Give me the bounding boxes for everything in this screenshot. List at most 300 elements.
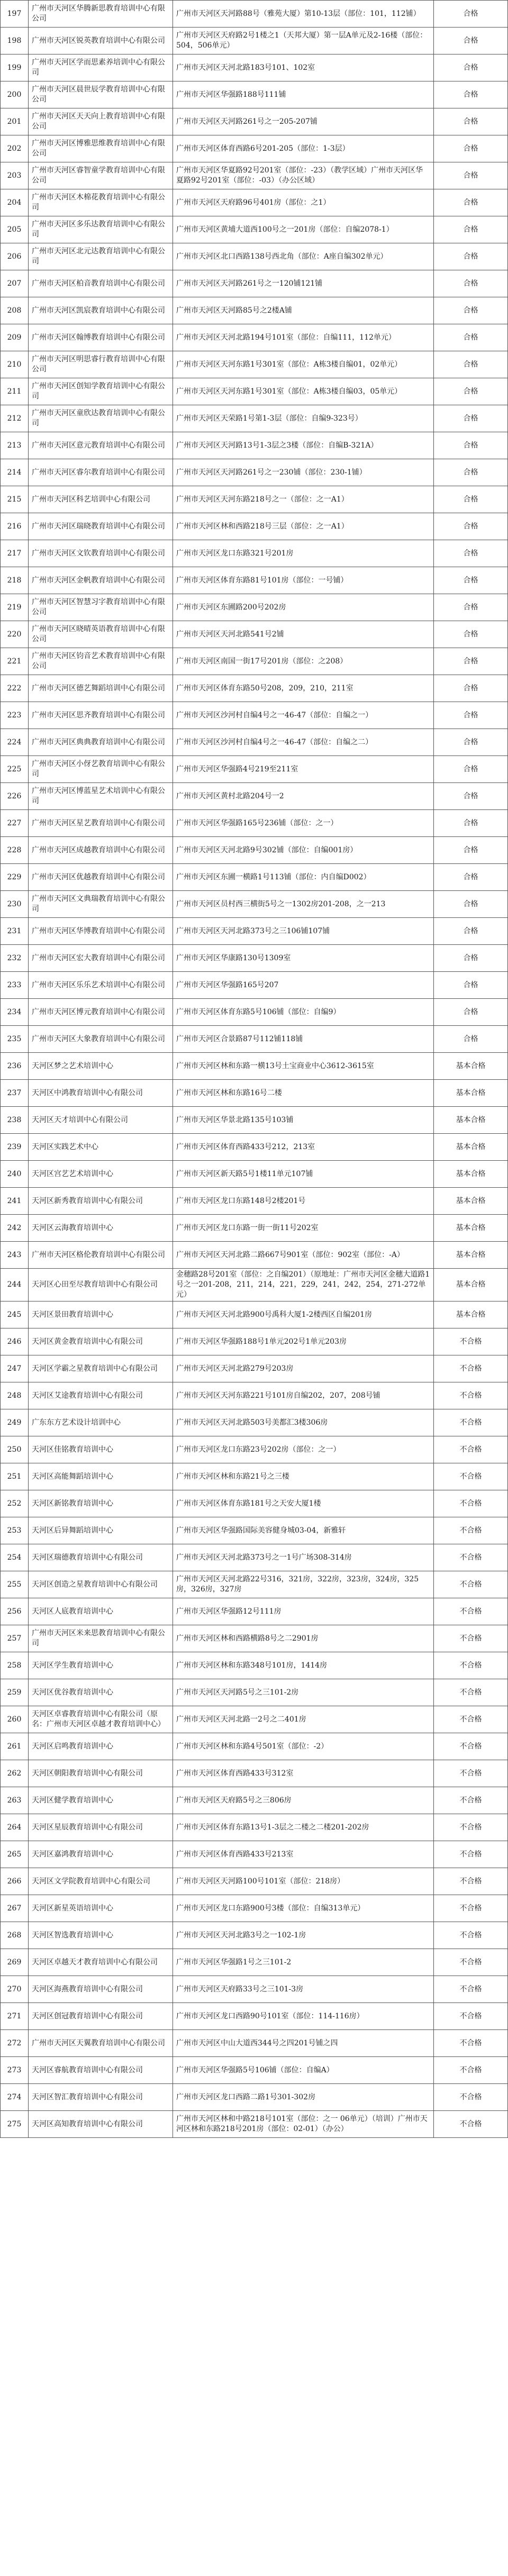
table-row [1, 1053, 508, 1080]
result-cell: 不合格 [434, 1517, 508, 1544]
result-cell: 不合格 [434, 1598, 508, 1625]
table-row [1, 1215, 508, 1242]
organization-name-cell: 广州市天河区格伦教育培训中心有限公司 [29, 1242, 173, 1269]
organization-name-cell: 广州市天河区博蓝星艺术培训中心有限公司 [29, 783, 173, 810]
row-number-cell: 254 [1, 1544, 29, 1571]
table-row [1, 891, 508, 918]
row-number-cell: 264 [1, 1814, 29, 1841]
organization-name-cell: 天河区佳铭教育培训中心 [29, 1436, 173, 1463]
row-number-cell: 246 [1, 1328, 29, 1355]
organization-name-cell: 天河区天才培训中心有限公司 [29, 1107, 173, 1134]
organization-name-cell: 广州市天河区北元达教育培训中心有限公司 [29, 243, 173, 270]
result-cell: 合格 [434, 486, 508, 513]
table-row [1, 486, 508, 513]
organization-name-cell: 广州市天河区木棉花教育培训中心有限公司 [29, 189, 173, 216]
result-cell: 不合格 [434, 1679, 508, 1706]
address-cell: 广州市天河区天河路261号之一205-207铺 [173, 108, 434, 135]
row-number-cell: 199 [1, 54, 29, 81]
address-cell: 广州市天河区林和中路218号101室（部位：之一 06单元）（培训）广州市天河区林和东路218号201房（部位：02-01）（办公） [173, 2111, 434, 2138]
organization-name-cell: 广州市天河区瑞晓教育培训中心有限公司 [29, 513, 173, 540]
result-cell: 合格 [434, 162, 508, 189]
result-cell: 合格 [434, 999, 508, 1026]
table-row [1, 351, 508, 378]
row-number-cell: 266 [1, 1868, 29, 1895]
result-cell: 不合格 [434, 2111, 508, 2138]
result-cell: 不合格 [434, 1733, 508, 1760]
address-cell: 广州市天河区华强路188号1单元202号1单元203房 [173, 1328, 434, 1355]
result-cell: 合格 [434, 729, 508, 756]
table-row [1, 1080, 508, 1107]
row-number-cell: 241 [1, 1188, 29, 1215]
row-number-cell: 244 [1, 1269, 29, 1301]
result-cell: 不合格 [434, 1409, 508, 1436]
organization-name-cell: 广州市天河区童欣达教育培训中心有限公司 [29, 405, 173, 432]
organization-name-cell: 天河区梦之艺术培训中心 [29, 1053, 173, 1080]
address-cell: 广州市天河区华强路188号111铺 [173, 81, 434, 108]
result-cell: 不合格 [434, 1436, 508, 1463]
table-row [1, 513, 508, 540]
organization-name-cell: 广州市天河区晓晴英语教育培训中心有限公司 [29, 621, 173, 648]
table-row [1, 1269, 508, 1301]
address-cell: 广州市天河区北口西路138号西北角（部位：A座自编302单元） [173, 243, 434, 270]
row-number-cell: 236 [1, 1053, 29, 1080]
organization-name-cell: 天河区健学教育培训中心 [29, 1787, 173, 1814]
row-number-cell: 239 [1, 1134, 29, 1161]
address-cell: 广州市天河区天府路2号1楼之1（天邦大厦）第一层A单元及2-16楼（部位：504，506单元） [173, 28, 434, 54]
address-cell: 广州市天河区天河北路541号2铺 [173, 621, 434, 648]
table-row [1, 540, 508, 567]
organization-name-cell: 广州市天河区天天向上教育培训中心有限公司 [29, 108, 173, 135]
result-cell: 合格 [434, 891, 508, 918]
row-number-cell: 268 [1, 1922, 29, 1949]
result-cell: 基本合格 [434, 1269, 508, 1301]
row-number-cell: 214 [1, 459, 29, 486]
row-number-cell: 228 [1, 837, 29, 864]
address-cell: 广州市天河区天河东路1号301室（部位：A栋3楼自编03，05单元） [173, 378, 434, 405]
result-cell: 合格 [434, 297, 508, 324]
result-cell: 不合格 [434, 2057, 508, 2084]
result-cell: 不合格 [434, 1625, 508, 1652]
result-cell: 合格 [434, 28, 508, 54]
row-number-cell: 265 [1, 1841, 29, 1868]
organization-name-cell: 天河区创造之星教育培训中心有限公司 [29, 1571, 173, 1598]
table-row [1, 1625, 508, 1652]
address-cell: 广州市天河区体育东路181号之天安大厦1楼 [173, 1490, 434, 1517]
row-number-cell: 271 [1, 2003, 29, 2030]
table-row [1, 1841, 508, 1868]
organization-name-cell: 天河区睿航教育培训中心有限公司 [29, 2057, 173, 2084]
row-number-cell: 207 [1, 270, 29, 297]
address-cell: 广州市天河区体育东路50号208，209，210，211室 [173, 675, 434, 702]
address-cell: 广州市天河区天河北路22号316，321房，322房，323房，324房，325房，326房，327房 [173, 1571, 434, 1598]
organization-name-cell: 广州市天河区星艺教育培训中心有限公司 [29, 810, 173, 837]
organization-name-cell: 广州市天河区宏大教育培训中心有限公司 [29, 945, 173, 972]
organization-name-cell: 天河区嘉鸿教育培训中心 [29, 1841, 173, 1868]
address-cell: 广州市天河区天河东路1号301室（部位：A栋3楼自编01，02单元） [173, 351, 434, 378]
result-cell: 合格 [434, 783, 508, 810]
table-row [1, 28, 508, 54]
row-number-cell: 198 [1, 28, 29, 54]
row-number-cell: 220 [1, 621, 29, 648]
table-row [1, 162, 508, 189]
address-cell: 广州市天河区天河北路3号之一102-1房 [173, 1922, 434, 1949]
table-row [1, 756, 508, 783]
table-row [1, 1490, 508, 1517]
row-number-cell: 237 [1, 1080, 29, 1107]
table-row [1, 243, 508, 270]
address-cell: 广州市天河区龙口东路148号2楼201号 [173, 1188, 434, 1215]
result-cell: 基本合格 [434, 1080, 508, 1107]
table-row [1, 1301, 508, 1328]
organization-name-cell: 广州市天河区米来思教育培训中心有限公司 [29, 1625, 173, 1652]
address-cell: 广州市天河区天河路100号101室（部位：218房） [173, 1868, 434, 1895]
table-row [1, 1652, 508, 1679]
organization-name-cell: 天河区卓越天才教育培训中心有限公司 [29, 1949, 173, 1976]
table-row [1, 1188, 508, 1215]
row-number-cell: 218 [1, 567, 29, 594]
address-cell: 广州市天河区天河北路373号之一1号广场308-314房 [173, 1544, 434, 1571]
organization-name-cell: 天河区朝阳教育培训中心有限公司 [29, 1760, 173, 1787]
row-number-cell: 197 [1, 1, 29, 28]
table-row [1, 1328, 508, 1355]
table-row [1, 81, 508, 108]
table-row [1, 1976, 508, 2003]
table-row [1, 1355, 508, 1382]
organization-name-cell: 天河区后异舞蹈培训中心 [29, 1517, 173, 1544]
row-number-cell: 262 [1, 1760, 29, 1787]
row-number-cell: 211 [1, 378, 29, 405]
result-cell: 不合格 [434, 2030, 508, 2057]
organization-name-cell: 广州市天河区德艺舞蹈培训中心有限公司 [29, 675, 173, 702]
row-number-cell: 205 [1, 216, 29, 243]
address-cell: 广州市天河区龙口东路900号3楼（部位：自编313单元） [173, 1895, 434, 1922]
organization-name-cell: 天河区启鸣教育培训中心 [29, 1733, 173, 1760]
organization-name-cell: 广州市天河区博雅思维教育培训中心有限公司 [29, 135, 173, 162]
organization-name-cell: 广州市天河区典典教育培训中心有限公司 [29, 729, 173, 756]
organization-name-cell: 天河区瑞德教育培训中心有限公司 [29, 1544, 173, 1571]
table-row [1, 2057, 508, 2084]
table-row [1, 135, 508, 162]
table-row [1, 297, 508, 324]
row-number-cell: 209 [1, 324, 29, 351]
address-cell: 广州市天河区林和西路横路8号之二2901房 [173, 1625, 434, 1652]
organization-name-cell: 天河区卓睿教育培训中心有限公司（原名：广州市天河区卓越才教育培训中心） [29, 1706, 173, 1733]
organization-name-cell: 广州市天河区华博教育培训中心有限公司 [29, 918, 173, 945]
result-cell: 合格 [434, 675, 508, 702]
result-cell: 合格 [434, 864, 508, 891]
organization-name-cell: 广州市天河区意元教育培训中心有限公司 [29, 432, 173, 459]
address-cell: 广州市天河区体育西路6号201-205（部位：1-3层） [173, 135, 434, 162]
organization-name-cell: 广州市天河区成越教育培训中心有限公司 [29, 837, 173, 864]
row-number-cell: 261 [1, 1733, 29, 1760]
organization-name-cell: 广州市天河区天翼教育培训中心有限公司 [29, 2030, 173, 2057]
table-row [1, 459, 508, 486]
row-number-cell: 226 [1, 783, 29, 810]
result-cell: 不合格 [434, 1787, 508, 1814]
row-number-cell: 229 [1, 864, 29, 891]
address-cell: 广州市天河区天河北路194号101室（部位：自编111，112单元） [173, 324, 434, 351]
table-row [1, 1107, 508, 1134]
address-cell: 广州市天河区天河路13号1-3层之3楼（部位：自编B-321A） [173, 432, 434, 459]
table-row [1, 594, 508, 621]
result-cell: 合格 [434, 945, 508, 972]
address-cell: 广州市天河区林和东路一横13号土宝商业中心3612-3615室 [173, 1053, 434, 1080]
address-cell: 广州市天河区龙口东路23号202房（部位：之一） [173, 1436, 434, 1463]
result-cell: 合格 [434, 243, 508, 270]
address-cell: 广州市天河区合景路87号112铺118铺 [173, 1026, 434, 1053]
table-row [1, 1706, 508, 1733]
row-number-cell: 206 [1, 243, 29, 270]
organization-name-cell: 广东东方艺术设计培训中心 [29, 1409, 173, 1436]
address-cell: 广州市天河区东圃路200号202房 [173, 594, 434, 621]
organization-name-cell: 广州市天河区翰博教育培训中心有限公司 [29, 324, 173, 351]
result-cell: 不合格 [434, 1868, 508, 1895]
organization-name-cell: 广州市天河区智慧习字教育培训中心有限公司 [29, 594, 173, 621]
address-cell: 广州市天河区华强路12号111房 [173, 1598, 434, 1625]
address-cell: 广州市天河区华夏路92号201室（部位：-23）（教学区域）广州市天河区华夏路92号201室（部位：-03）（办公区域） [173, 162, 434, 189]
row-number-cell: 274 [1, 2084, 29, 2111]
table-row [1, 1382, 508, 1409]
row-number-cell: 248 [1, 1382, 29, 1409]
result-cell: 合格 [434, 54, 508, 81]
table-row [1, 54, 508, 81]
table-row [1, 432, 508, 459]
row-number-cell: 242 [1, 1215, 29, 1242]
organization-name-cell: 广州市天河区科艺培训中心有限公司 [29, 486, 173, 513]
address-cell: 广州市天河区中山大道西344号之四201号铺之四 [173, 2030, 434, 2057]
address-cell: 广州市天河区体育西路433号312室 [173, 1760, 434, 1787]
table-row [1, 783, 508, 810]
result-cell: 不合格 [434, 1814, 508, 1841]
organization-name-cell: 天河区中鸿教育培训中心有限公司 [29, 1080, 173, 1107]
row-number-cell: 231 [1, 918, 29, 945]
row-number-cell: 232 [1, 945, 29, 972]
table-row [1, 108, 508, 135]
result-cell: 合格 [434, 837, 508, 864]
address-cell: 广州市天河区体育东路13号1-3层之二楼之二楼201-202房 [173, 1814, 434, 1841]
row-number-cell: 256 [1, 1598, 29, 1625]
row-number-cell: 217 [1, 540, 29, 567]
row-number-cell: 223 [1, 702, 29, 729]
result-cell: 合格 [434, 1026, 508, 1053]
address-cell: 广州市天河区天河北路一2号之二401房 [173, 1706, 434, 1733]
organization-name-cell: 天河区高能舞蹈培训中心 [29, 1463, 173, 1490]
row-number-cell: 203 [1, 162, 29, 189]
table-row [1, 1026, 508, 1053]
table-row [1, 567, 508, 594]
table-row [1, 1922, 508, 1949]
organization-name-cell: 广州市天河区博元教育培训中心有限公司 [29, 999, 173, 1026]
organization-name-cell: 广州市天河区文典瑞教育培训中心有限公司 [29, 891, 173, 918]
organization-name-cell: 天河区云海教育培训中心 [29, 1215, 173, 1242]
result-cell: 不合格 [434, 1571, 508, 1598]
table-row [1, 1571, 508, 1598]
address-cell: 广州市天河区天河北路503号美都汇3楼306房 [173, 1409, 434, 1436]
table-row [1, 1868, 508, 1895]
address-cell: 金穗路28号201室（部位：之自编201）（原地址：广州市天河区金穗大道路1号之一201-208，211，214，221，229，241，242，254，271-272单元） [173, 1269, 434, 1301]
address-cell: 广州市天河区天河东路221号101房自编202，207，208号铺 [173, 1382, 434, 1409]
organization-name-cell: 天河区学生教育培训中心 [29, 1652, 173, 1679]
organization-name-cell: 天河区海燕教育培训中心有限公司 [29, 1976, 173, 2003]
address-cell: 广州市天河区体育西路433号213室 [173, 1841, 434, 1868]
table-row [1, 1161, 508, 1188]
table-row [1, 1814, 508, 1841]
result-cell: 合格 [434, 702, 508, 729]
address-cell: 广州市天河区龙口东路321号201房 [173, 540, 434, 567]
address-cell: 广州市天河区新天路5号1楼11单元107铺 [173, 1161, 434, 1188]
address-cell: 广州市天河区华康路130号1309室 [173, 945, 434, 972]
result-cell: 不合格 [434, 1706, 508, 1733]
result-cell: 基本合格 [434, 1301, 508, 1328]
result-cell: 不合格 [434, 1355, 508, 1382]
result-cell: 合格 [434, 459, 508, 486]
result-cell: 不合格 [434, 1922, 508, 1949]
table-row [1, 864, 508, 891]
result-cell: 基本合格 [434, 1242, 508, 1269]
row-number-cell: 200 [1, 81, 29, 108]
table-row [1, 1544, 508, 1571]
organization-name-cell: 天河区创冠教育培训中心有限公司 [29, 2003, 173, 2030]
result-cell: 合格 [434, 108, 508, 135]
row-number-cell: 222 [1, 675, 29, 702]
table-row [1, 999, 508, 1026]
result-cell: 基本合格 [434, 1215, 508, 1242]
row-number-cell: 245 [1, 1301, 29, 1328]
address-cell: 广州市天河区沙河村自编4号之一46-47（部位：自编之一） [173, 702, 434, 729]
result-cell: 合格 [434, 432, 508, 459]
result-cell: 合格 [434, 567, 508, 594]
table-row [1, 1949, 508, 1976]
table-row [1, 324, 508, 351]
organization-name-cell: 广州市天河区优越教育培训中心有限公司 [29, 864, 173, 891]
row-number-cell: 225 [1, 756, 29, 783]
row-number-cell: 253 [1, 1517, 29, 1544]
address-cell: 广州市天河区天河北路900号禹科大厦1-2楼西区自编201房 [173, 1301, 434, 1328]
table-row [1, 729, 508, 756]
row-number-cell: 260 [1, 1706, 29, 1733]
organization-name-cell: 广州市天河区金帆教育培训中心有限公司 [29, 567, 173, 594]
row-number-cell: 257 [1, 1625, 29, 1652]
result-cell: 合格 [434, 378, 508, 405]
table-row [1, 1517, 508, 1544]
row-number-cell: 230 [1, 891, 29, 918]
result-cell: 不合格 [434, 1976, 508, 2003]
result-cell: 合格 [434, 351, 508, 378]
table-row [1, 2111, 508, 2138]
result-cell: 合格 [434, 405, 508, 432]
address-cell: 广州市天河区天河路85号之2楼A铺 [173, 297, 434, 324]
result-cell: 基本合格 [434, 1134, 508, 1161]
organization-name-cell: 天河区学霸之星教育培训中心有限公司 [29, 1355, 173, 1382]
table-row [1, 945, 508, 972]
organization-name-cell: 广州市天河区大象教育培训中心有限公司 [29, 1026, 173, 1053]
organization-name-cell: 天河区宫艺艺术培训中心 [29, 1161, 173, 1188]
result-cell: 合格 [434, 972, 508, 999]
table-row [1, 1, 508, 28]
organization-name-cell: 广州市天河区锐英教育培训中心有限公司 [29, 28, 173, 54]
organization-name-cell: 广州市天河区创知学教育培训中心有限公司 [29, 378, 173, 405]
table-row [1, 2030, 508, 2057]
address-cell: 广州市天河区沙河村自编4号之一46-47（部位：自编之二） [173, 729, 434, 756]
organization-name-cell: 广州市天河区思齐教育培训中心有限公司 [29, 702, 173, 729]
address-cell: 广州市天河区龙口东路一街一街11号202室 [173, 1215, 434, 1242]
address-cell: 广州市天河区龙口西路二路1号301-302房 [173, 2084, 434, 2111]
table-row [1, 1679, 508, 1706]
row-number-cell: 213 [1, 432, 29, 459]
result-cell: 不合格 [434, 1544, 508, 1571]
organization-name-cell: 广州市天河区明思睿行教育培训中心有限公司 [29, 351, 173, 378]
address-cell: 广州市天河区员村西三横街5号之一1302房201-208，之一213 [173, 891, 434, 918]
row-number-cell: 258 [1, 1652, 29, 1679]
result-cell: 合格 [434, 540, 508, 567]
address-cell: 广州市天河区天河路261号之一120铺121铺 [173, 270, 434, 297]
organization-name-cell: 天河区智选教育培训中心 [29, 1922, 173, 1949]
table-row [1, 1134, 508, 1161]
table-row [1, 702, 508, 729]
address-cell: 广州市天河区东圃一横路1号113铺（部位：内自编D002） [173, 864, 434, 891]
row-number-cell: 251 [1, 1463, 29, 1490]
result-cell: 合格 [434, 1, 508, 28]
table-row [1, 675, 508, 702]
row-number-cell: 250 [1, 1436, 29, 1463]
result-cell: 不合格 [434, 1328, 508, 1355]
table-row [1, 216, 508, 243]
table-row [1, 1436, 508, 1463]
table-row [1, 1787, 508, 1814]
row-number-cell: 272 [1, 2030, 29, 2057]
address-cell: 广州市天河区华强路165号207 [173, 972, 434, 999]
table-row [1, 1760, 508, 1787]
table-body [1, 1, 508, 2138]
organization-name-cell: 广州市天河区钧音艺术教育培训中心有限公司 [29, 648, 173, 675]
row-number-cell: 247 [1, 1355, 29, 1382]
result-cell: 合格 [434, 756, 508, 783]
result-cell: 不合格 [434, 2084, 508, 2111]
table-row [1, 918, 508, 945]
result-cell: 不合格 [434, 2003, 508, 2030]
result-cell: 合格 [434, 810, 508, 837]
result-cell: 不合格 [434, 1949, 508, 1976]
address-cell: 广州市天河区天河路5号之三101-2房 [173, 1679, 434, 1706]
address-cell: 广州市天河区华强路165号236铺（部位：之一） [173, 810, 434, 837]
organization-name-cell: 广州市天河区睿智童学教育培训中心有限公司 [29, 162, 173, 189]
result-cell: 合格 [434, 216, 508, 243]
address-cell: 广州市天河区林和东路16号二楼 [173, 1080, 434, 1107]
row-number-cell: 263 [1, 1787, 29, 1814]
result-cell: 合格 [434, 324, 508, 351]
address-cell: 广州市天河区天府路96号401房（部位：之1） [173, 189, 434, 216]
result-cell: 合格 [434, 918, 508, 945]
result-cell: 合格 [434, 594, 508, 621]
organization-name-cell: 天河区高知教育培训中心有限公司 [29, 2111, 173, 2138]
table-row [1, 1895, 508, 1922]
address-cell: 广州市天河区华景北路135号103铺 [173, 1107, 434, 1134]
row-number-cell: 202 [1, 135, 29, 162]
address-cell: 广州市天河区天府路5号之三806房 [173, 1787, 434, 1814]
organization-name-cell: 天河区景田教育培训中心 [29, 1301, 173, 1328]
row-number-cell: 259 [1, 1679, 29, 1706]
row-number-cell: 233 [1, 972, 29, 999]
organization-name-cell: 广州市天河区睿尔教育培训中心有限公司 [29, 459, 173, 486]
organization-name-cell: 天河区智汇教育培训中心有限公司 [29, 2084, 173, 2111]
row-number-cell: 215 [1, 486, 29, 513]
table-row [1, 837, 508, 864]
address-cell: 广州市天河区天河北路9号302铺（部位：自编001房） [173, 837, 434, 864]
table-row [1, 270, 508, 297]
row-number-cell: 208 [1, 297, 29, 324]
row-number-cell: 255 [1, 1571, 29, 1598]
address-cell: 广州市天河区华强路4号219至211室 [173, 756, 434, 783]
